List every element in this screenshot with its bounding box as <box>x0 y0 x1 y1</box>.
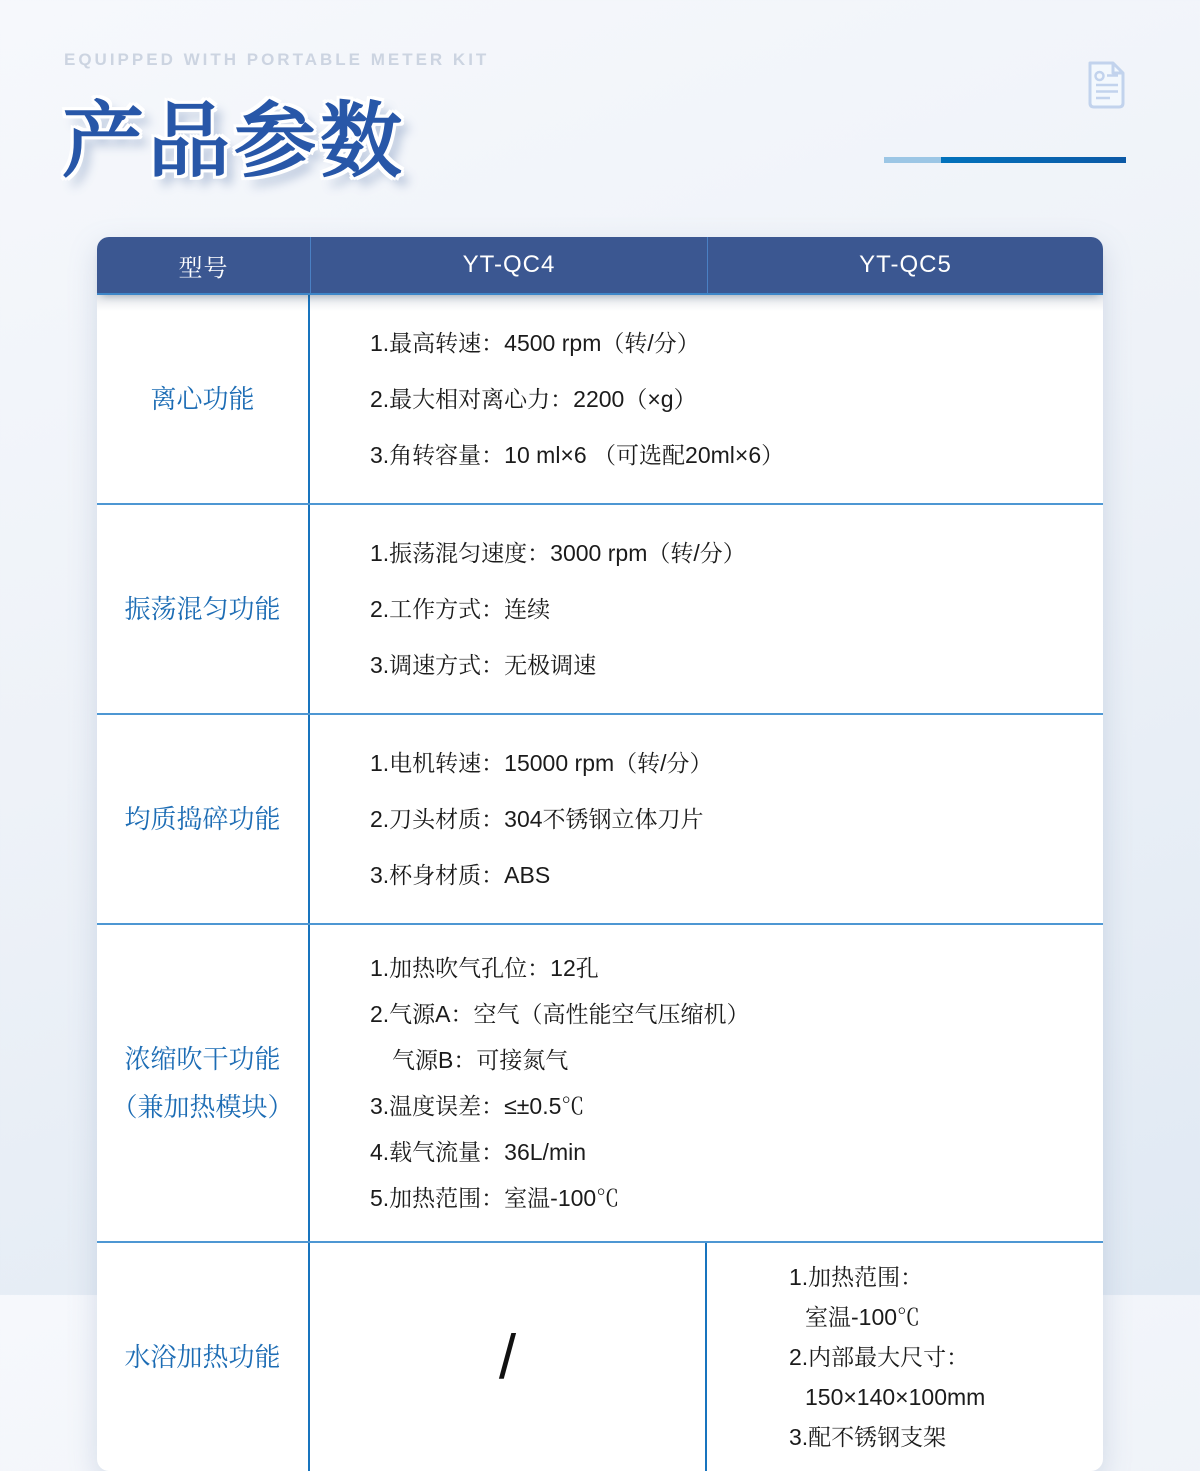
kicker-text: EQUIPPED WITH PORTABLE METER KIT <box>64 50 490 69</box>
spec-line: 1.加热范围： <box>789 1264 924 1290</box>
spec-line: 2.工作方式：连续 <box>370 596 551 622</box>
row-label-concentrate <box>97 925 310 1241</box>
header-cell-model: 型号 <box>178 254 229 282</box>
table-row-homogenize <box>97 713 1103 923</box>
table-header-row <box>97 237 1103 295</box>
row-label-text-line2: （兼加热模块） <box>111 1092 294 1122</box>
cell-ytqc4-not-available <box>310 1243 707 1471</box>
header-cell-ytqc4: YT-QC4 <box>310 237 707 293</box>
spec-line: 1.最高转速：4500 rpm（转/分） <box>370 330 700 356</box>
row-label-text: 水浴加热功能 <box>124 1342 281 1372</box>
row-content-oscillation <box>310 505 1103 713</box>
spec-line: 4.载气流量：36L/min <box>370 1139 587 1165</box>
table-row-concentrate <box>97 923 1103 1241</box>
spec-line: 150×140×100mm <box>805 1384 986 1410</box>
spec-line: 2.气源A：空气（高性能空气压缩机） <box>370 1001 750 1027</box>
page-title: 产品参数 <box>62 93 407 189</box>
accent-bar-dark-segment <box>941 157 1126 163</box>
cell-ytqc5-waterbath <box>707 1243 1103 1471</box>
table-row-waterbath <box>97 1241 1103 1471</box>
accent-bar <box>884 157 1126 163</box>
row-label-text: 浓缩吹干功能 <box>124 1044 281 1074</box>
spec-line: 室温-100℃ <box>805 1304 921 1330</box>
spec-line: 1.振荡混匀速度：3000 rpm（转/分） <box>370 540 746 566</box>
row-label-waterbath <box>97 1243 310 1471</box>
row-label-text: 离心功能 <box>150 384 255 414</box>
row-content-homogenize <box>310 715 1103 923</box>
table-row-centrifuge <box>97 295 1103 503</box>
spec-line: 气源B：可接氮气 <box>392 1047 569 1073</box>
table-row-oscillation <box>97 503 1103 713</box>
spec-line: 2.刀头材质：304不锈钢立体刀片 <box>370 806 704 832</box>
spec-line: 3.温度误差：≤±0.5℃ <box>370 1093 585 1119</box>
spec-line: 3.调速方式：无极调速 <box>370 652 597 678</box>
row-content-concentrate <box>310 925 1103 1241</box>
spec-line: 3.角转容量：10 ml×6 （可选配20ml×6） <box>370 442 785 468</box>
spec-line: 2.最大相对离心力：2200（×g） <box>370 386 697 412</box>
spec-table <box>97 237 1103 1471</box>
spec-line: 1.加热吹气孔位：12孔 <box>370 955 599 981</box>
header-cell-ytqc5: YT-QC5 <box>707 237 1103 293</box>
spec-line: 5.加热范围：室温-100℃ <box>370 1185 620 1211</box>
spec-line: 1.电机转速：15000 rpm（转/分） <box>370 750 713 776</box>
spec-line: 2.内部最大尺寸： <box>789 1344 970 1370</box>
document-icon <box>1084 58 1128 115</box>
row-label-centrifuge <box>97 295 310 503</box>
row-label-text: 均质捣碎功能 <box>124 804 281 834</box>
row-content-centrifuge <box>310 295 1103 503</box>
spec-line: 3.杯身材质：ABS <box>370 862 551 888</box>
spec-line: 3.配不锈钢支架 <box>789 1424 947 1450</box>
slash-placeholder: / <box>498 1322 517 1392</box>
row-label-oscillation <box>97 505 310 713</box>
accent-bar-light-segment <box>884 157 941 163</box>
row-label-homogenize <box>97 715 310 923</box>
row-label-text: 振荡混匀功能 <box>124 594 281 624</box>
